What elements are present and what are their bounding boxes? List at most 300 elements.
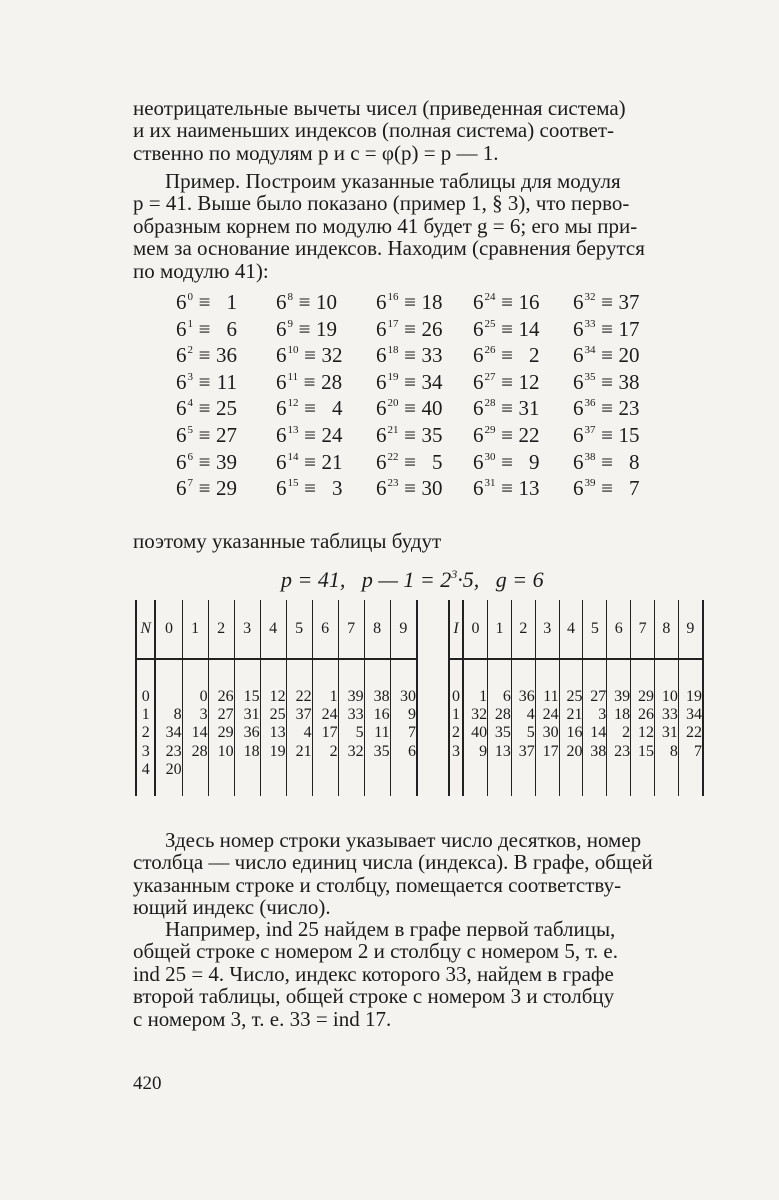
power-exponent: 5	[187, 423, 193, 436]
power-base: 6	[276, 316, 287, 341]
power-base: 6	[573, 316, 584, 341]
column-header: 1	[182, 600, 208, 659]
column-header: 9	[390, 600, 417, 659]
column-header: 4	[260, 600, 286, 659]
congruence-sign: ≡	[501, 343, 512, 368]
power-residue: 27	[216, 422, 237, 447]
table-cell: 28	[191, 742, 208, 760]
table-cell: 18	[614, 706, 631, 724]
power-base: 6	[176, 290, 187, 314]
text-line: Например, ind 25 найдем в графе первой таблицы,	[165, 917, 616, 941]
table-cell	[235, 761, 260, 779]
power-congruence	[176, 470, 237, 501]
table-cell: 13	[494, 742, 511, 760]
congruence-sign: ≡	[501, 396, 512, 421]
congruence-sign: ≡	[601, 316, 612, 341]
table-cell	[183, 761, 208, 779]
text-line: Здесь номер строки указывает число десятков, номер	[165, 828, 642, 852]
power-base: 6	[176, 396, 187, 421]
power-exponent: 12	[287, 397, 299, 410]
power-congruence	[573, 311, 640, 341]
power-base: 6	[473, 396, 484, 421]
power-congruence	[573, 417, 640, 447]
power-congruence	[276, 417, 343, 447]
power-exponent: 18	[387, 344, 399, 357]
power-base: 6	[376, 343, 387, 368]
power-congruence	[376, 284, 443, 314]
table-cell: 31	[243, 706, 260, 724]
text-line: указанным строке и столбцу, помещается соответству-	[133, 872, 622, 897]
power-exponent: 19	[387, 370, 399, 383]
power-base: 6	[573, 449, 584, 474]
power-residue: 2	[529, 343, 540, 368]
power-exponent: 4	[187, 397, 193, 410]
power-congruence	[276, 470, 343, 501]
table-cell: 11	[374, 724, 390, 742]
table-cell: 34	[686, 706, 702, 724]
congruence-sign: ≡	[304, 396, 315, 421]
table-cell: 30	[542, 724, 559, 742]
table-cell: 25	[566, 688, 583, 705]
table-cell: 23	[614, 742, 631, 760]
table-cell: 16	[566, 724, 583, 742]
table-cell: 13	[269, 724, 286, 742]
row-label: 2	[452, 724, 461, 742]
table-column	[463, 659, 488, 796]
power-residue: 33	[421, 343, 443, 368]
power-residue: 11	[216, 369, 237, 394]
power-base: 6	[573, 422, 584, 447]
index-table	[135, 600, 418, 796]
text-line: ственно по модулям p и c = φ(p) = p — 1.	[133, 140, 499, 165]
congruence-sign: ≡	[198, 316, 210, 341]
power-residue: 20	[618, 343, 640, 368]
power-base: 6	[376, 422, 387, 447]
table-cell	[339, 761, 364, 779]
power-exponent: 2	[187, 344, 193, 357]
power-congruence	[376, 390, 443, 421]
table-cell: 34	[165, 724, 182, 742]
table-cell	[156, 688, 181, 706]
power-base: 6	[376, 316, 387, 341]
power-residue: 35	[421, 422, 443, 447]
table-cell: 9	[479, 742, 488, 760]
power-exponent: 3	[187, 370, 193, 383]
power-base: 6	[473, 290, 484, 314]
power-residue: 29	[216, 476, 237, 501]
table-column	[390, 659, 417, 796]
table-cell: 0	[199, 688, 208, 705]
power-congruence	[573, 444, 640, 474]
power-base: 6	[376, 369, 387, 394]
power-exponent: 37	[584, 423, 596, 436]
congruence-sign: ≡	[501, 449, 512, 474]
table-cell: 31	[661, 724, 678, 742]
congruence-sign: ≡	[198, 343, 210, 368]
power-residue: 36	[216, 343, 237, 368]
power-base: 6	[573, 343, 584, 368]
power-residue: 3	[332, 476, 343, 501]
power-exponent: 22	[387, 450, 399, 463]
power-residue: 14	[518, 316, 540, 341]
column-header: 5	[583, 600, 607, 659]
power-exponent: 17	[387, 317, 399, 330]
table-cell: 21	[566, 706, 583, 724]
power-exponent: 34	[584, 344, 596, 357]
column-header: 9	[678, 600, 703, 659]
text-line: по модулю 41):	[133, 258, 269, 283]
table-column	[535, 659, 559, 796]
power-residue: 28	[321, 369, 343, 394]
congruence-sign: ≡	[601, 343, 612, 368]
table-cell	[313, 761, 338, 779]
page-number: 420	[133, 1073, 162, 1094]
power-base: 6	[176, 343, 187, 368]
table-cell: 3	[598, 706, 607, 724]
power-residue: 37	[618, 290, 640, 314]
table-cell: 21	[295, 742, 312, 760]
table-cell: 19	[686, 688, 702, 705]
text-line: и их наименьших индексов (полная система) соответ-	[133, 118, 615, 143]
congruence-sign: ≡	[501, 422, 512, 447]
congruence-sign: ≡	[601, 449, 612, 474]
power-residue: 15	[618, 422, 640, 447]
congruence-sign: ≡	[198, 422, 210, 447]
power-exponent: 38	[584, 450, 596, 463]
power-exponent: 31	[484, 477, 496, 490]
example-paragraph	[133, 170, 708, 282]
power-congruence	[573, 470, 640, 501]
example2-paragraph	[133, 918, 708, 1030]
number-table	[448, 600, 704, 796]
table-cell: 20	[165, 760, 182, 778]
power-base: 6	[473, 449, 484, 474]
power-base: 6	[276, 422, 287, 447]
congruence-sign: ≡	[304, 449, 315, 474]
table-cell	[287, 761, 312, 779]
congruence-sign: ≡	[304, 343, 315, 368]
power-residue: 21	[321, 449, 343, 474]
power-exponent: 6	[187, 450, 193, 463]
table-cell: 7	[408, 724, 416, 742]
table-cell: 19	[269, 742, 286, 760]
table-cell: 9	[408, 706, 416, 724]
table-cell: 28	[494, 706, 511, 724]
power-exponent: 0	[187, 291, 193, 303]
power-exponent: 21	[387, 423, 399, 436]
table-cell: 14	[191, 724, 208, 742]
table-column	[208, 659, 234, 796]
column-header: 6	[312, 600, 338, 659]
table-cell: 11	[543, 688, 559, 705]
power-congruence	[573, 390, 640, 421]
congruence-sign: ≡	[304, 476, 315, 501]
power-congruence	[376, 470, 443, 501]
table-cell: 7	[694, 742, 702, 760]
table-cell: 39	[347, 688, 364, 705]
table-cell: 26	[637, 706, 654, 724]
row-label: 3	[452, 742, 461, 760]
congruence-sign: ≡	[404, 290, 415, 314]
power-exponent: 10	[287, 344, 299, 357]
power-exponent: 1	[187, 317, 193, 330]
power-congruence	[473, 337, 540, 368]
power-congruence	[376, 444, 443, 474]
table-column	[364, 659, 390, 796]
power-congruence	[276, 311, 343, 341]
power-congruence	[473, 390, 540, 421]
congruence-sign: ≡	[601, 476, 612, 501]
intro-paragraph	[133, 97, 708, 164]
power-base: 6	[276, 369, 287, 394]
column-header: 2	[208, 600, 234, 659]
text-line: образным корнем по модулю 41 будет g = 6; его мы при-	[133, 213, 638, 238]
table-column	[559, 659, 583, 796]
table-cell: 29	[217, 724, 234, 742]
power-congruence	[176, 311, 237, 341]
table-cell: 8	[173, 706, 182, 724]
c-part: p — 1 = 2	[361, 567, 452, 592]
power-base: 6	[276, 396, 287, 421]
table-corner: I	[449, 600, 463, 659]
text-line: мем за основание индексов. Находим (сравнения берутся	[133, 236, 645, 261]
power-residue: 9	[529, 449, 540, 474]
column-header: 3	[234, 600, 260, 659]
power-exponent: 30	[484, 450, 496, 463]
power-congruence	[176, 417, 237, 447]
power-exponent: 11	[287, 370, 299, 383]
table-cell: 18	[243, 742, 260, 760]
table-column	[511, 659, 535, 796]
power-congruence	[573, 337, 640, 368]
table-cell: 36	[243, 724, 260, 742]
table-cell: 36	[518, 688, 535, 705]
power-residue: 24	[321, 422, 343, 447]
power-exponent: 15	[287, 477, 299, 490]
row-label: 4	[141, 760, 150, 778]
power-base: 6	[376, 476, 387, 501]
power-congruence	[473, 470, 540, 501]
power-residue: 7	[629, 476, 640, 501]
table-cell: 16	[373, 706, 390, 724]
table-cell: 5	[526, 724, 535, 742]
table-column	[338, 659, 364, 796]
table-column	[488, 659, 512, 796]
table-cell: 1	[479, 688, 488, 705]
text-line: поэтому указанные таблицы будут	[133, 529, 442, 553]
row-labels	[449, 659, 463, 796]
table-cell: 30	[400, 688, 416, 705]
power-exponent: 36	[584, 397, 596, 410]
power-congruence	[573, 284, 640, 314]
power-congruence	[276, 390, 343, 421]
power-congruence	[573, 364, 640, 394]
power-exponent: 35	[584, 370, 596, 383]
table-corner: N	[136, 600, 155, 659]
table-cell: 17	[321, 724, 338, 742]
column-header: 2	[511, 600, 535, 659]
text-line: столбца — число единиц числа (индекса). В графе, общей	[133, 850, 653, 875]
power-congruence	[473, 364, 540, 394]
table-cell	[391, 761, 416, 779]
table-cell: 4	[303, 724, 312, 742]
table-cell: 23	[165, 742, 182, 760]
power-base: 6	[473, 476, 484, 501]
congruence-sign: ≡	[404, 396, 415, 421]
row-label: 0	[452, 688, 461, 705]
congruence-sign: ≡	[198, 396, 210, 421]
table-cell: 22	[295, 688, 312, 705]
table-cell: 38	[373, 688, 390, 705]
power-exponent: 23	[387, 477, 399, 490]
power-congruence	[176, 337, 237, 368]
table-cell: 2	[622, 724, 631, 742]
congruence-sign: ≡	[304, 422, 315, 447]
congruence-sign: ≡	[501, 369, 512, 394]
table-column	[312, 659, 338, 796]
power-exponent: 7	[187, 477, 193, 490]
power-congruence	[176, 390, 237, 421]
power-residue: 40	[421, 396, 443, 421]
power-residue: 8	[629, 449, 640, 474]
table-cell: 25	[269, 706, 286, 724]
power-exponent: 29	[484, 423, 496, 436]
powers-column	[176, 284, 237, 501]
congruence-sign: ≡	[601, 369, 612, 394]
table-cell: 33	[347, 706, 364, 724]
power-residue: 1	[226, 290, 237, 314]
power-residue: 22	[518, 422, 540, 447]
table-cell: 37	[518, 742, 535, 760]
power-congruence	[473, 444, 540, 474]
power-residue: 4	[332, 396, 343, 421]
c-tail: ·5,	[457, 567, 480, 592]
congruence-sign: ≡	[501, 290, 512, 314]
column-header: 7	[631, 600, 655, 659]
power-exponent: 26	[484, 344, 496, 357]
congruence-sign: ≡	[198, 290, 210, 314]
table-cell: 10	[661, 688, 678, 705]
column-header: 5	[286, 600, 312, 659]
column-header: 8	[654, 600, 678, 659]
power-congruence	[376, 311, 443, 341]
column-header: 3	[535, 600, 559, 659]
p-part: p = 41,	[281, 567, 346, 592]
g-part: g = 6	[495, 567, 544, 592]
table-cell: 24	[321, 706, 338, 724]
power-residue: 18	[421, 290, 443, 314]
congruence-sign: ≡	[404, 369, 415, 394]
table-column	[678, 659, 703, 796]
power-congruence	[276, 444, 343, 474]
column-header: 0	[463, 600, 488, 659]
power-residue: 17	[618, 316, 640, 341]
table-cell: 5	[355, 724, 364, 742]
powers-column	[376, 284, 443, 501]
power-congruence	[376, 337, 443, 368]
power-residue: 10	[316, 290, 337, 314]
column-header: 7	[338, 600, 364, 659]
power-congruence	[376, 364, 443, 394]
table-cell: 29	[637, 688, 654, 705]
power-exponent: 20	[387, 397, 399, 410]
power-base: 6	[573, 476, 584, 501]
congruence-sign: ≡	[501, 316, 512, 341]
congruence-sign: ≡	[404, 476, 415, 501]
explanation-paragraph	[133, 829, 708, 919]
power-residue: 32	[321, 343, 343, 368]
powers-column	[573, 284, 640, 501]
table-cell	[209, 761, 234, 779]
table-column	[607, 659, 631, 796]
power-residue: 39	[216, 449, 237, 474]
power-base: 6	[276, 343, 287, 368]
power-base: 6	[276, 476, 287, 501]
table-cell: 27	[590, 688, 607, 705]
congruence-sign: ≡	[404, 343, 415, 368]
table-cell: 15	[637, 742, 654, 760]
power-base: 6	[473, 369, 484, 394]
text-line: p = 41. Выше было показано (пример 1, § 3), что перво-	[133, 191, 630, 216]
power-exponent: 16	[387, 291, 399, 303]
table-cell: 38	[590, 742, 607, 760]
column-header: 4	[559, 600, 583, 659]
congruence-sign: ≡	[198, 449, 210, 474]
text-line: общей строке с номером 2 и столбцу с номером 5, т. е.	[133, 939, 618, 964]
table-column	[286, 659, 312, 796]
row-labels	[136, 659, 155, 796]
table-cell: 12	[269, 688, 286, 705]
text-line: ющий индекс (число).	[133, 895, 331, 920]
power-base: 6	[176, 422, 187, 447]
table-cell: 14	[590, 724, 607, 742]
table-cell: 4	[526, 706, 535, 724]
power-congruence	[473, 417, 540, 447]
power-residue: 6	[226, 316, 237, 341]
power-base: 6	[276, 449, 287, 474]
power-residue: 34	[421, 369, 443, 394]
power-base: 6	[176, 316, 187, 341]
power-exponent: 14	[287, 450, 299, 463]
congruence-sign: ≡	[198, 476, 210, 501]
power-base: 6	[473, 316, 484, 341]
text-line: Пример. Построим указанные таблицы для модуля	[165, 169, 621, 193]
power-base: 6	[573, 396, 584, 421]
power-congruence	[473, 311, 540, 341]
congruence-sign: ≡	[501, 476, 512, 501]
power-base: 6	[176, 449, 187, 474]
row-label: 2	[141, 724, 150, 742]
congruence-sign: ≡	[303, 369, 315, 394]
row-label: 1	[141, 706, 150, 724]
table-parameters	[281, 567, 544, 593]
table-column	[631, 659, 655, 796]
table-column	[182, 659, 208, 796]
power-congruence	[176, 444, 237, 474]
power-exponent: 28	[484, 397, 496, 410]
power-exponent: 39	[584, 477, 596, 490]
table-cell: 1	[329, 688, 338, 705]
power-residue: 13	[518, 476, 540, 501]
column-header: 1	[488, 600, 512, 659]
congruence-sign: ≡	[198, 369, 210, 394]
table-cell: 6	[502, 688, 511, 705]
table-cell: 35	[494, 724, 511, 742]
table-cell: 8	[669, 742, 678, 760]
table-cell: 17	[542, 742, 559, 760]
power-base: 6	[473, 343, 484, 368]
row-label: 1	[452, 706, 461, 724]
